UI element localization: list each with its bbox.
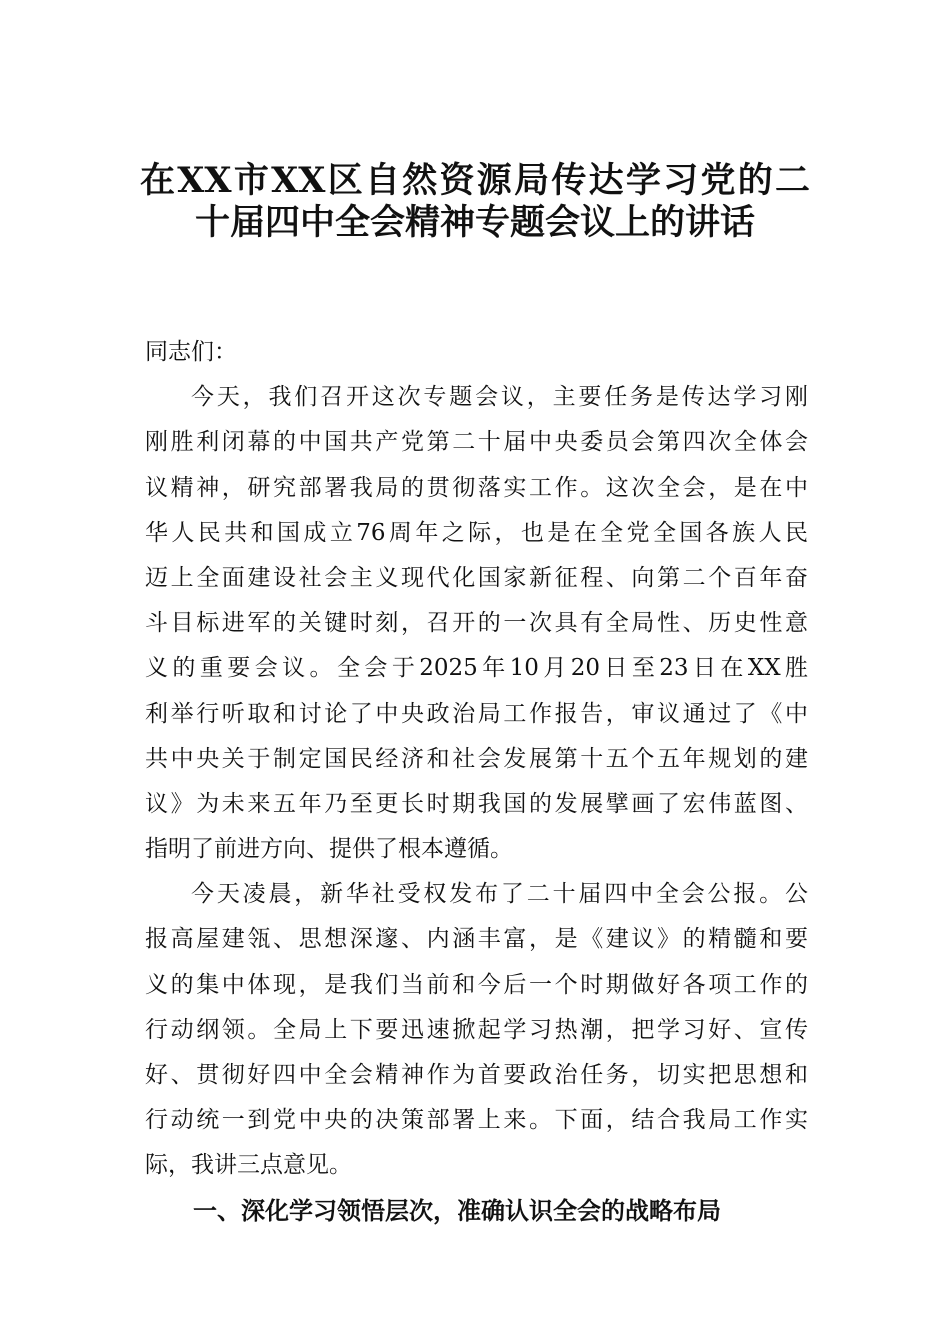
paragraph-line: 刚胜利闭幕的中国共产党第二十届中央委员会第四次全体会 <box>145 429 808 456</box>
document-body <box>145 330 808 1234</box>
paragraph-line: 行动纲领。全局上下要迅速掀起学习热潮，把学习好、宣传 <box>145 1016 808 1043</box>
paragraph-line: 斗目标进军的关键时刻，召开的一次具有全局性、历史性意 <box>145 610 808 637</box>
title-line: 十届四中全会精神专题会议上的讲话 <box>194 202 755 243</box>
paragraph-line: 指明了前进方向、提供了根本遵循。 <box>145 836 513 863</box>
paragraph-line: 行动统一到党中央的决策部署上来。下面，结合我局工作实 <box>145 1107 808 1134</box>
paragraph-line: 今天，我们召开这次专题会议，主要任务是传达学习刚 <box>191 384 808 411</box>
paragraph-line: 利举行听取和讨论了中央政治局工作报告，审议通过了《中 <box>145 700 808 727</box>
paragraph <box>145 375 808 872</box>
paragraph-line: 议》为未来五年乃至更长时期我国的发展擘画了宏伟蓝图、 <box>145 790 808 817</box>
paragraph <box>145 872 808 1188</box>
paragraph-line: 际，我讲三点意见。 <box>145 1152 352 1179</box>
paragraph-line: 华人民共和国成立76周年之际，也是在全党全国各族人民 <box>145 519 808 546</box>
paragraph-line: 义的重要会议。全会于2025年10月20日至23日在XX胜 <box>145 655 808 682</box>
paragraph-line: 今天凌晨，新华社受权发布了二十届四中全会公报。公 <box>191 881 808 908</box>
paragraph-line: 迈上全面建设社会主义现代化国家新征程、向第二个百年奋 <box>145 564 808 591</box>
document-title <box>140 160 810 244</box>
section-heading: 一、深化学习领悟层次，准确认识全会的战略布局 <box>193 1196 721 1225</box>
paragraph-line: 义的集中体现，是我们当前和今后一个时期做好各项工作的 <box>145 971 808 998</box>
paragraph-line: 好、贯彻好四中全会精神作为首要政治任务，切实把思想和 <box>145 1062 808 1088</box>
title-line: 在XX市XX区自然资源局传达学习党的二 <box>140 160 810 201</box>
paragraph-line: 议精神，研究部署我局的贯彻落实工作。这次全会，是在中 <box>145 474 808 501</box>
paragraph-line: 报高屋建瓴、思想深邃、内涵丰富，是《建议》的精髓和要 <box>145 926 808 953</box>
salutation: 同志们： <box>145 339 237 365</box>
paragraph-line: 共中央关于制定国民经济和社会发展第十五个五年规划的建 <box>145 745 808 772</box>
